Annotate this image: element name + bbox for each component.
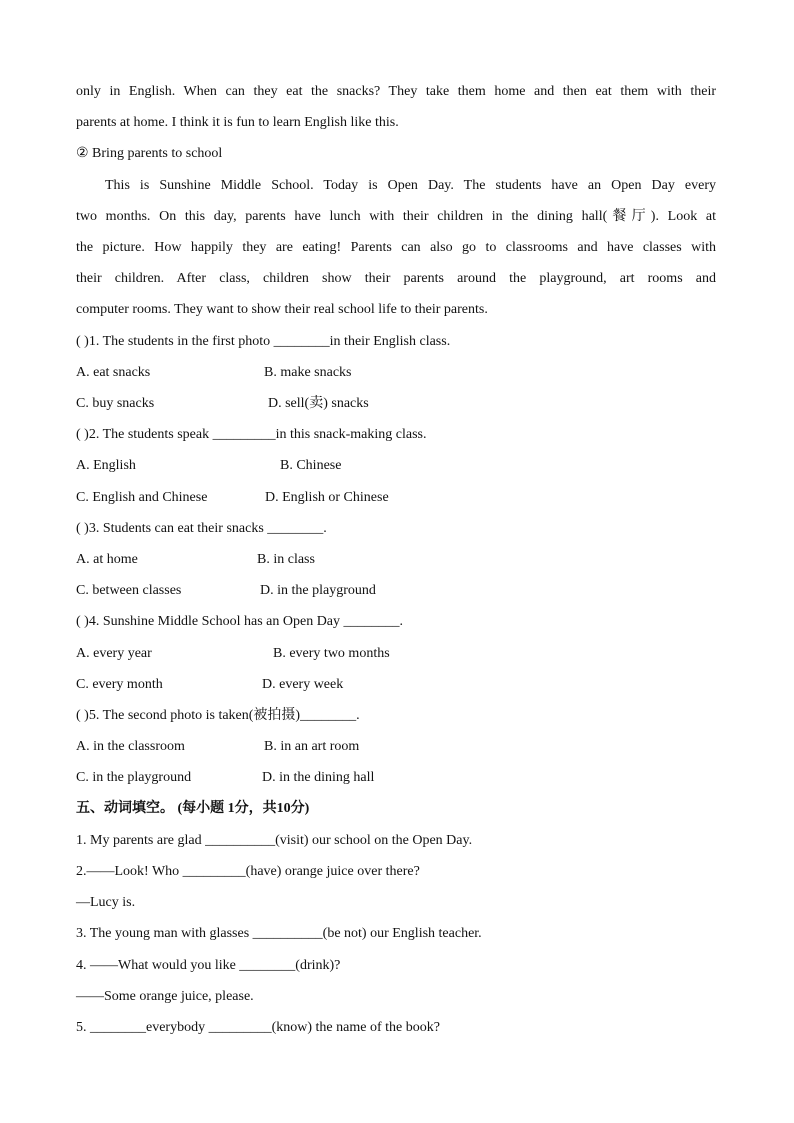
question-stem: ( )1. The students in the first photo ________in their English class. [76,334,451,349]
option-a: A. in the classroom [76,739,185,754]
fill-in-item: 3. The young man with glasses __________(be not) our English teacher. [76,926,482,941]
fill-in-item: 4. ——What would you like ________(drink)? [76,958,341,973]
option-row [76,767,716,789]
option-c: C. between classes [76,583,182,598]
option-row [76,580,716,602]
fill-in-item: 5. ________everybody _________(know) the name of the book? [76,1020,440,1035]
option-d: D. English or Chinese [265,490,389,505]
option-row [76,736,716,758]
option-row [76,362,716,384]
option-row [76,455,716,477]
passage-line: This is Sunshine Middle School. Today is Open Day. The students have an Open Day every [105,178,716,193]
fill-in-item: 2.——Look! Who _________(have) orange juice over there? [76,864,420,879]
fill-in-item: 1. My parents are glad __________(visit) our school on the Open Day. [76,833,473,848]
option-row [76,643,716,665]
option-b: B. every two months [273,646,390,661]
option-b: B. Chinese [280,458,342,473]
passage-line: only in English. When can they eat the snacks? They take them home and then eat them with their [76,84,716,99]
option-a: A. at home [76,552,138,567]
option-d: D. in the dining hall [262,770,375,785]
fill-in-answer: —Lucy is. [76,895,136,910]
passage-line: parents at home. I think it is fun to learn English like this. [76,115,399,130]
section-heading: 五、动词填空。 (每小题 1分，共10分) [76,801,310,816]
question-stem: ( )2. The students speak _________in this snack-making class. [76,427,427,442]
option-row [76,487,716,509]
option-row [76,393,716,415]
question-stem: ( )5. The second photo is taken(被拍摄)________. [76,708,360,723]
question-stem: ( )4. Sunshine Middle School has an Open Day ________. [76,614,404,629]
option-b: B. make snacks [264,365,352,380]
section-subtitle: ② Bring parents to school [76,146,223,161]
fill-in-answer: ——Some orange juice, please. [76,989,254,1004]
question-stem: ( )3. Students can eat their snacks ________. [76,521,327,536]
passage-line: the picture. How happily they are eating! Parents can also go to classrooms and have classes with [76,240,716,255]
option-row [76,674,716,696]
option-d: D. every week [262,677,344,692]
option-a: A. eat snacks [76,365,151,380]
option-a: A. English [76,458,136,473]
option-b: B. in an art room [264,739,360,754]
passage-line: their children. After class, children show their parents around the playground, art rooms and [76,271,716,286]
option-c: C. English and Chinese [76,490,208,505]
option-row [76,549,716,571]
option-d: D. in the playground [260,583,376,598]
passage-line: computer rooms. They want to show their real school life to their parents. [76,302,488,317]
passage-line: two months. On this day, parents have lunch with their children in the dining hall(餐厅). Look at [76,209,716,224]
option-c: C. in the playground [76,770,192,785]
option-c: C. buy snacks [76,396,155,411]
option-b: B. in class [257,552,315,567]
option-c: C. every month [76,677,163,692]
option-a: A. every year [76,646,152,661]
option-d: D. sell(卖) snacks [268,396,369,411]
